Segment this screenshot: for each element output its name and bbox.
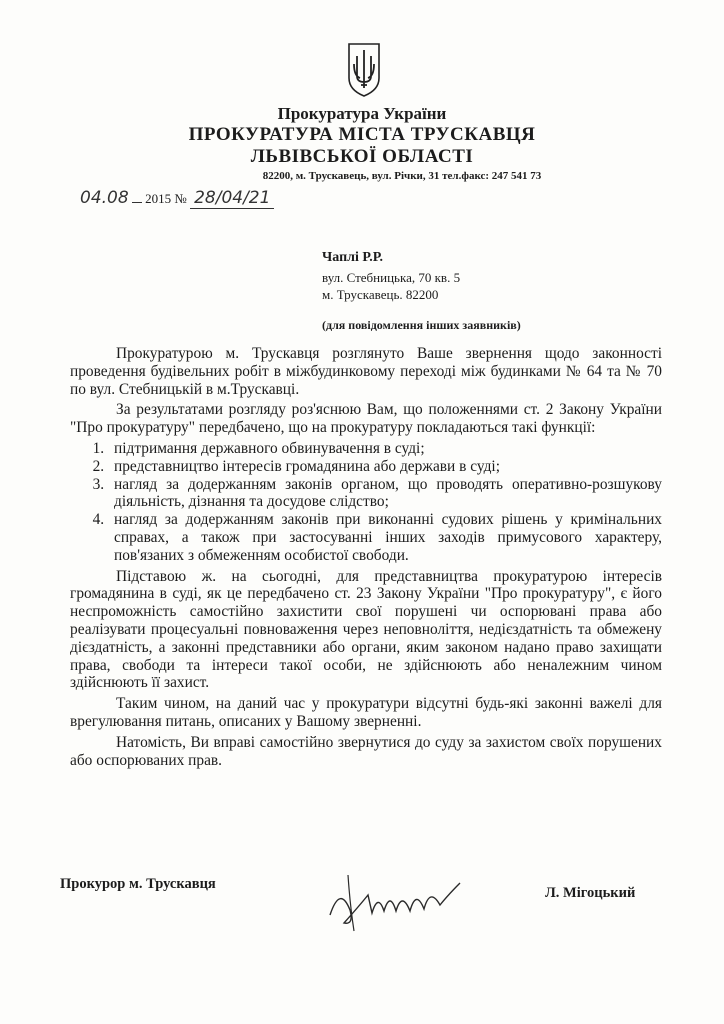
function-item: 1. підтримання державного обвинувачення в суді; bbox=[108, 440, 662, 458]
body-paragraph: За результатами розгляду роз'яснюю Вам, що положеннями ст. 2 Закону України "Про прокуратуру" передбачено, що на прокуратуру покладаються такі функції: bbox=[70, 401, 662, 437]
body-paragraph: Підставою ж. на сьогодні, для представництва прокуратурою інтересів громадянина в суді, як це передбачено ст. 23 Закону України "Про прокуратуру", є його неспроможність самостійно захистити свої порушені чи оспорювані права або реалізувати процесуальні повноваження через неповноліття, недієздатність та обмежену дієздатність, а законні представники або органи, яким законом надано право захищати права, свободи та інтереси такої особи, не здійснюють або неналежним чином здійснюють її захист. bbox=[70, 567, 662, 692]
handwritten-number: 28/04/21 bbox=[190, 188, 274, 209]
recipient-note: (для повідомлення інших заявників) bbox=[322, 318, 521, 332]
body-paragraph: Прокуратурою м. Трускавця розглянуто Ваше звернення щодо законності проведення будівельних робіт в міжбудинковому переході між будинками № 64 та № 70 по вул. Стебницькій в м.Трускавці. bbox=[70, 345, 662, 398]
signatory-position: Прокурор м. Трускавця bbox=[60, 876, 216, 892]
number-label: № bbox=[174, 191, 187, 206]
document-dateline bbox=[80, 188, 274, 208]
org-city-title: ПРОКУРАТУРА МІСТА ТРУСКАВЦЯ bbox=[188, 124, 536, 145]
document-year: 2015 bbox=[145, 191, 172, 206]
body-paragraph: Таким чином, на даний час у прокуратури відсутні будь-які законні важелі для врегулювання питань, описаних у Вашому зверненні. bbox=[70, 695, 662, 730]
function-item: 2. представництво інтересів громадянина або держави в суді; bbox=[108, 458, 662, 476]
handwritten-date: 04.08 bbox=[80, 188, 129, 208]
org-main-title: Прокуратура України bbox=[277, 104, 447, 123]
letter-body bbox=[70, 345, 662, 772]
coat-of-arms-icon bbox=[346, 42, 382, 98]
functions-list bbox=[70, 440, 662, 565]
handwritten-signature bbox=[320, 865, 480, 935]
recipient-city: м. Трускавець. 82200 bbox=[322, 287, 439, 302]
recipient-name: Чаплі Р.Р. bbox=[322, 250, 384, 265]
org-region-title: ЛЬВІВСЬКОЇ ОБЛАСТІ bbox=[250, 146, 474, 167]
body-paragraph: Натомість, Ви вправі самостійно звернутися до суду за захистом своїх порушених або оспорюваних прав. bbox=[70, 733, 662, 769]
function-item: 3. нагляд за додержанням законів органом, що проводять оперативно-розшукову діяльність, дізнання та досудове слідство; bbox=[108, 476, 662, 512]
function-item: 4. нагляд за додержанням законів при виконанні судових рішень у кримінальних справах, а також при застосуванні інших заходів примусового характеру, пов'язаних з обмеженням особистої свободи. bbox=[108, 511, 662, 564]
recipient-street: вул. Стебницька, 70 кв. 5 bbox=[322, 270, 461, 285]
signatory-name: Л. Мігоцький bbox=[545, 885, 636, 901]
org-address: 82200, м. Трускавець, вул. Річки, 31 тел.факс: 247 541 73 bbox=[262, 170, 542, 182]
